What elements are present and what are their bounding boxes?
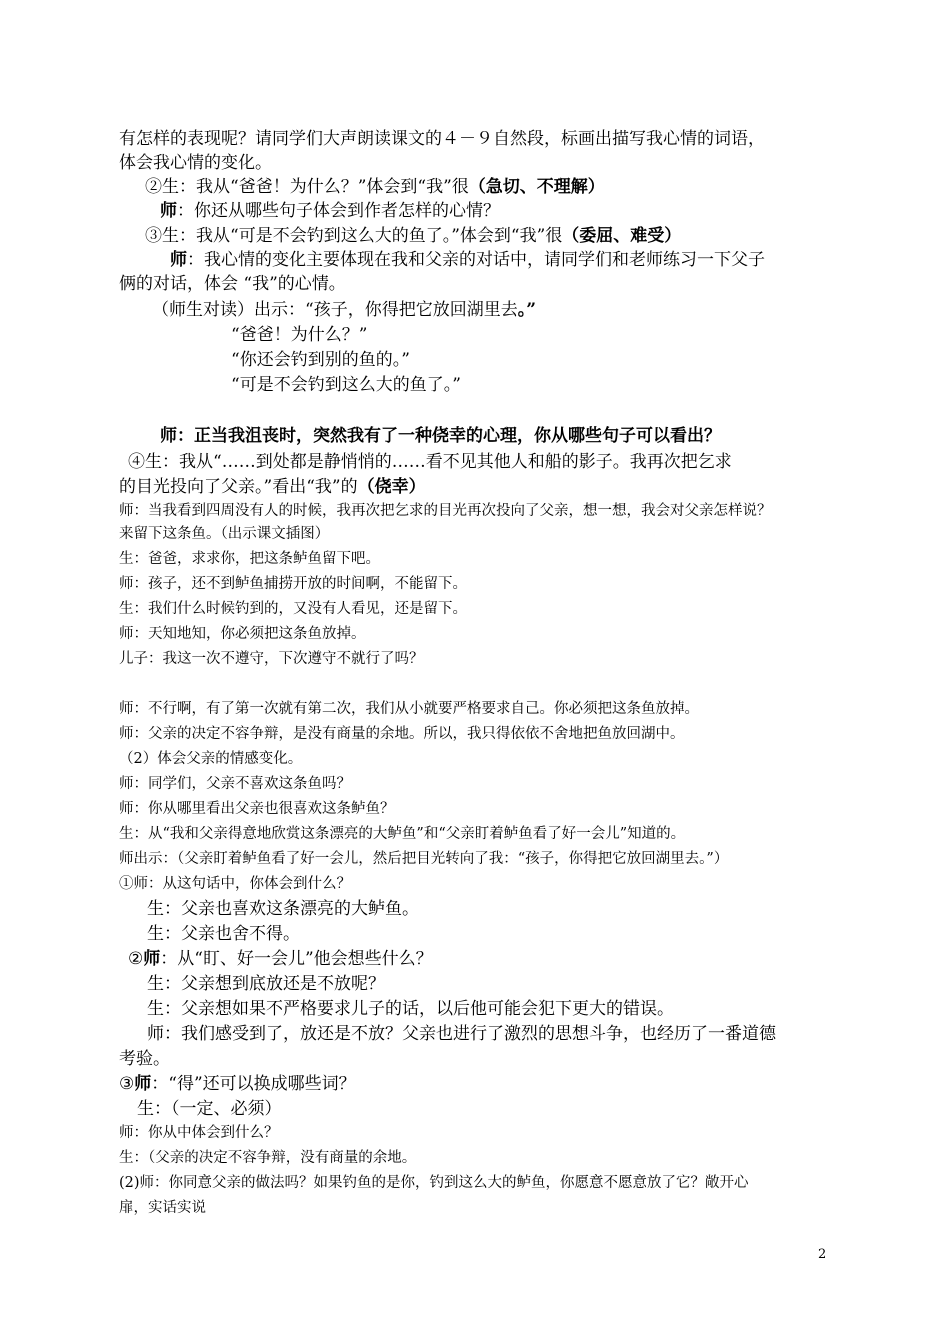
text-line: 生：（父亲的决定不容争辩，没有商量的余地。 [119,1150,417,1166]
text-line: 生：从“我和父亲得意地欣赏这条漂亮的大鲈鱼”和“父亲盯着鲈鱼看了好一会儿”知道的。 [119,826,686,842]
text-line: 师：父亲的决定不容争辩，是没有商量的余地。所以，我只得依依不舍地把鱼放回湖中。 [119,726,685,742]
text-segment: ② [128,949,144,969]
text-line: 有怎样的表现呢？请同学们大声朗读课文的４－９自然段，标画出描写我心情的词语， [119,129,765,149]
text-segment: 的目光投向了父亲。”看出“我”的 [119,477,358,497]
text-line: 生：父亲也舍不得。 [147,924,300,944]
text-segment: ②生：我从“爸爸！为什么？”体会到“我”很 [145,177,469,197]
text-line: (2)师：你同意父亲的做法吗？如果钓鱼的是你，钓到这么大的鲈鱼，你愿意不愿意放了它？敞开心 [119,1175,749,1191]
text-line: 生：爸爸，求求你，把这条鲈鱼留下吧。 [119,551,380,567]
text-line: 考验。 [119,1049,170,1069]
text-line: 师：孩子，还不到鲈鱼捕捞开放的时间啊，不能留下。 [119,576,467,592]
text-line: ①师：从这句话中，你体会到什么？ [119,876,351,892]
text-line: 师出示：（父亲盯着鲈鱼看了好一会儿，然后把目光转向了我：“孩子，你得把它放回湖里去。”） [119,851,729,867]
text-line: ④生：我从“……到处都是静悄悄的……看不见其他人和船的影子。我再次把乞求 [128,452,732,472]
text-line: 师：你从中体会到什么？ [119,1125,279,1141]
text-line [119,1072,356,1096]
speaker-label: 师 [170,250,187,270]
text-segment: ③ [119,1074,135,1094]
text-segment: （师生对读）出示：“孩子，你得把它放回湖里去 [152,300,518,320]
text-line [160,199,500,223]
text-line: 生：父亲想如果不严格要求儿子的话，以后他可能会犯下更大的错误。 [147,999,674,1019]
bold-text: 。” [517,300,536,320]
dialogue-line: “爸爸！为什么？” [231,325,368,345]
text-line: 师：天知地知，你必须把这条鱼放掉。 [119,626,366,642]
speaker-label: 师 [134,1074,152,1094]
text-line [152,298,536,322]
bold-answer: （委屈、难受） [562,226,682,246]
text-line: 生：父亲也喜欢这条漂亮的大鲈鱼。 [147,899,419,919]
text-line: 来留下这条鱼。（出示课文插图） [119,526,330,542]
text-segment: ：你还从哪些句子体会到作者怎样的心情？ [177,201,500,221]
text-line: 俩的对话，体会 “我”的心情。 [119,274,346,294]
text-segment: ：从“盯、好一会儿”他会想些什么？ [160,949,433,969]
text-line: 生：父亲想到底放还是不放呢？ [147,974,385,994]
text-line: 生：我们什么时候钓到的，又没有人看见，还是留下。 [119,601,467,617]
speaker-label: 师 [143,949,161,969]
text-line: 师：不行啊，有了第一次就有第二次，我们从小就要严格要求自己。你必须把这条鱼放掉。 [119,701,699,717]
text-line [128,947,433,971]
text-line: 生：（一定、必须） [137,1099,282,1119]
text-line: 师：你从哪里看出父亲也很喜欢这条鲈鱼？ [119,801,395,817]
text-line: 儿子：我这一次不遵守，下次遵守不就行了吗？ [119,651,424,667]
text-segment: ③生：我从“可是不会钓到这么大的鱼了。”体会到“我”很 [145,226,563,246]
dialogue-line: “可是不会钓到这么大的鱼了。” [231,375,461,395]
text-line: 师：当我看到四周没有人的时候，我再次把乞求的目光再次投向了父亲，想一想，我会对父亲怎样说？ [119,503,772,519]
text-line [145,224,681,248]
text-line: 体会我心情的变化。 [119,153,272,173]
bold-answer: （侥幸） [357,477,426,497]
page-number: 2 [818,1247,827,1262]
bold-question: 师：正当我沮丧时，突然我有了一种侥幸的心理，你从哪些句子可以看出？ [160,426,721,446]
speaker-label: 师 [160,201,177,221]
bold-answer: （急切、不理解） [468,177,605,197]
text-line: 师：同学们，父亲不喜欢这条鱼吗？ [119,776,351,792]
text-line: 扉，实话实说 [119,1200,206,1216]
text-line: 师：我们感受到了，放还是不放？父亲也进行了激烈的思想斗争，也经历了一番道德 [147,1024,776,1044]
text-segment: ：“得”还可以换成哪些词？ [151,1074,356,1094]
text-line [119,475,426,499]
text-line [145,175,605,199]
dialogue-line: “你还会钓到别的鱼的。” [231,350,410,370]
text-line [170,248,765,272]
text-line: （2）体会父亲的情感变化。 [119,751,303,767]
text-segment: ：我心情的变化主要体现在我和父亲的对话中，请同学们和老师练习一下父子 [187,250,765,270]
